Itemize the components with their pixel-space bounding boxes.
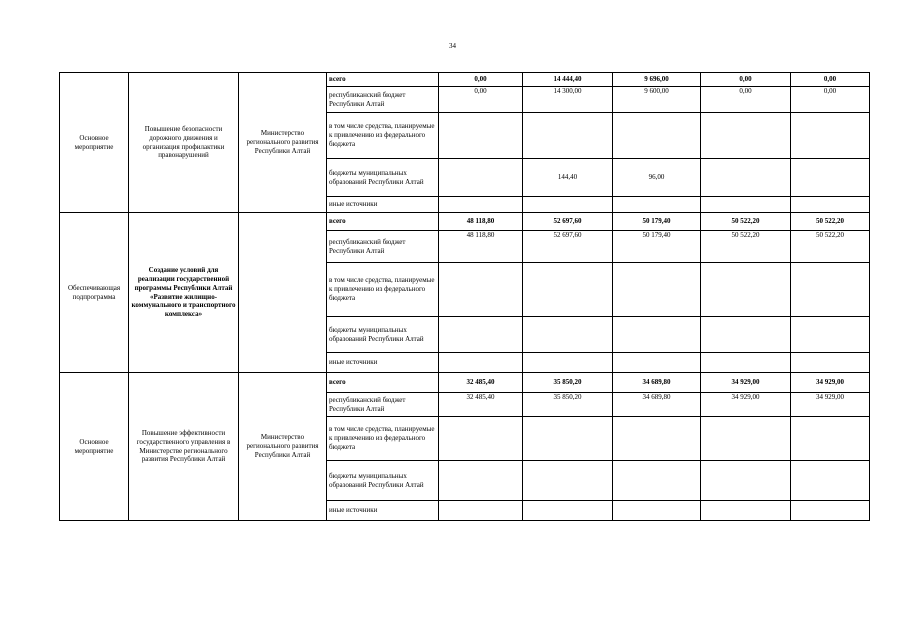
measure-name: Повышение эффективности государственного управления в Министерстве регионального развития Республики Алтай — [129, 373, 239, 521]
budget-table — [59, 72, 870, 521]
value-cell — [613, 263, 701, 317]
value-cell — [439, 197, 523, 213]
value-cell — [701, 159, 791, 197]
measure-type: Обеспечивающая подпрограмма — [60, 213, 129, 373]
measure-name: Создание условий для реализации государственной программы Республики Алтай «Развитие жилищно-коммунального и транспортного комплекса» — [129, 213, 239, 373]
value-cell — [613, 417, 701, 461]
value-cell — [523, 113, 613, 159]
value-cell — [701, 353, 791, 373]
value-cell: 34 929,00 — [791, 373, 870, 393]
source-label: иные источники — [327, 353, 439, 373]
value-cell: 34 689,80 — [613, 373, 701, 393]
source-label: бюджеты муниципальных образований Республики Алтай — [327, 461, 439, 501]
value-cell: 50 179,40 — [613, 231, 701, 263]
source-label: в том числе средства, планируемые к привлечению из федерального бюджета — [327, 417, 439, 461]
value-cell: 52 697,60 — [523, 231, 613, 263]
table-row — [60, 73, 870, 87]
value-cell — [613, 353, 701, 373]
value-cell: 32 485,40 — [439, 393, 523, 417]
value-cell: 9 696,00 — [613, 73, 701, 87]
measure-executor — [239, 213, 327, 373]
value-cell — [613, 113, 701, 159]
source-label: в том числе средства, планируемые к привлечению из федерального бюджета — [327, 113, 439, 159]
value-cell: 0,00 — [701, 87, 791, 113]
value-cell — [701, 317, 791, 353]
value-cell — [791, 501, 870, 521]
value-cell — [701, 417, 791, 461]
source-label: республиканский бюджет Республики Алтай — [327, 231, 439, 263]
value-cell: 0,00 — [701, 73, 791, 87]
value-cell — [791, 159, 870, 197]
value-cell — [523, 317, 613, 353]
value-cell — [791, 263, 870, 317]
value-cell — [701, 501, 791, 521]
value-cell — [523, 197, 613, 213]
value-cell: 35 850,20 — [523, 373, 613, 393]
value-cell: 32 485,40 — [439, 373, 523, 393]
value-cell — [791, 317, 870, 353]
value-cell: 34 689,80 — [613, 393, 701, 417]
value-cell — [613, 197, 701, 213]
value-cell — [523, 353, 613, 373]
value-cell — [791, 461, 870, 501]
value-cell — [439, 317, 523, 353]
value-cell: 34 929,00 — [791, 393, 870, 417]
source-label: иные источники — [327, 501, 439, 521]
value-cell — [523, 501, 613, 521]
source-label: республиканский бюджет Республики Алтай — [327, 393, 439, 417]
source-label: республиканский бюджет Республики Алтай — [327, 87, 439, 113]
table-row — [60, 213, 870, 231]
value-cell — [613, 461, 701, 501]
page-number: 34 — [449, 42, 456, 50]
value-cell — [613, 501, 701, 521]
value-cell — [701, 263, 791, 317]
value-cell: 0,00 — [791, 87, 870, 113]
source-label: в том числе средства, планируемые к привлечению из федерального бюджета — [327, 263, 439, 317]
value-cell: 50 522,20 — [791, 213, 870, 231]
value-cell — [439, 461, 523, 501]
value-cell — [439, 113, 523, 159]
value-cell: 0,00 — [439, 87, 523, 113]
source-label: иные источники — [327, 197, 439, 213]
value-cell: 0,00 — [791, 73, 870, 87]
value-cell — [523, 263, 613, 317]
value-cell — [439, 501, 523, 521]
value-cell: 52 697,60 — [523, 213, 613, 231]
measure-name: Повышение безопасности дорожного движения и организация профилактики правонарушений — [129, 73, 239, 213]
value-cell: 0,00 — [439, 73, 523, 87]
value-cell — [439, 417, 523, 461]
value-cell — [791, 197, 870, 213]
value-cell: 34 929,00 — [701, 393, 791, 417]
value-cell: 144,40 — [523, 159, 613, 197]
value-cell — [701, 113, 791, 159]
value-cell — [439, 263, 523, 317]
value-cell: 48 118,80 — [439, 231, 523, 263]
table-row — [60, 373, 870, 393]
value-cell — [613, 317, 701, 353]
value-cell — [701, 461, 791, 501]
value-cell — [701, 197, 791, 213]
value-cell: 48 118,80 — [439, 213, 523, 231]
value-cell: 14 300,00 — [523, 87, 613, 113]
source-label: бюджеты муниципальных образований Республики Алтай — [327, 159, 439, 197]
value-cell: 35 850,20 — [523, 393, 613, 417]
value-cell — [791, 113, 870, 159]
measure-executor: Министерство регионального развития Республики Алтай — [239, 73, 327, 213]
value-cell: 34 929,00 — [701, 373, 791, 393]
source-label: всего — [327, 373, 439, 393]
value-cell: 50 522,20 — [791, 231, 870, 263]
value-cell: 14 444,40 — [523, 73, 613, 87]
measure-type: Основное мероприятие — [60, 73, 129, 213]
value-cell: 9 600,00 — [613, 87, 701, 113]
source-label: бюджеты муниципальных образований Республики Алтай — [327, 317, 439, 353]
measure-executor: Министерство регионального развития Республики Алтай — [239, 373, 327, 521]
value-cell: 50 522,20 — [701, 213, 791, 231]
value-cell — [523, 461, 613, 501]
value-cell — [439, 353, 523, 373]
value-cell — [791, 417, 870, 461]
value-cell: 96,00 — [613, 159, 701, 197]
value-cell: 50 179,40 — [613, 213, 701, 231]
value-cell — [439, 159, 523, 197]
value-cell — [791, 353, 870, 373]
source-label: всего — [327, 73, 439, 87]
value-cell: 50 522,20 — [701, 231, 791, 263]
source-label: всего — [327, 213, 439, 231]
measure-type: Основное мероприятие — [60, 373, 129, 521]
value-cell — [523, 417, 613, 461]
